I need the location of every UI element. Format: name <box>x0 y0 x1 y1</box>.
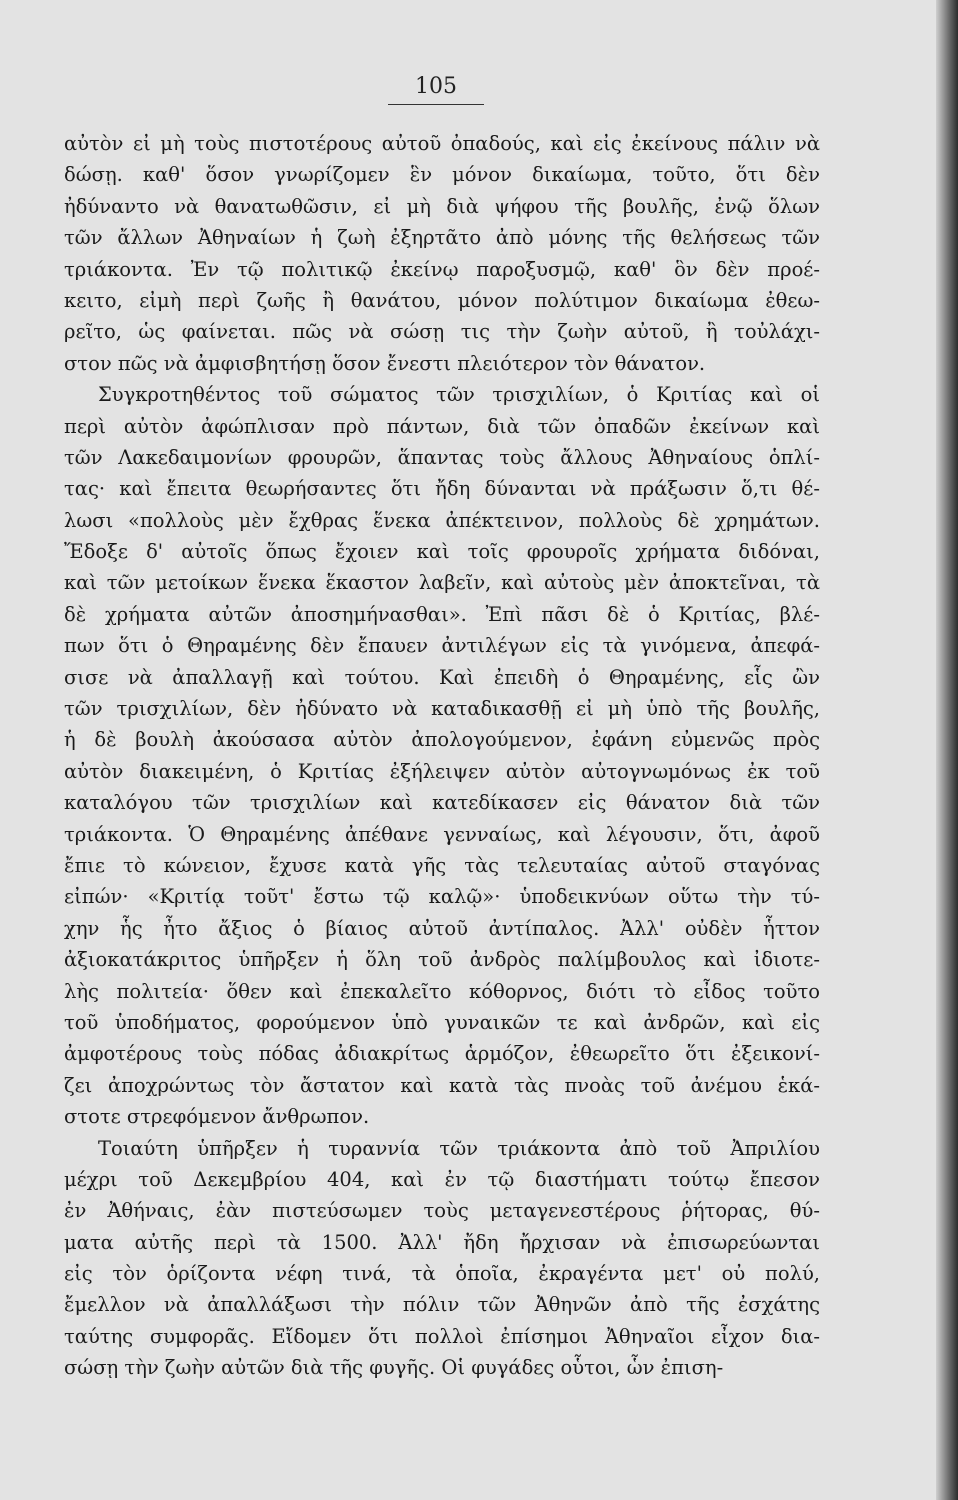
text-line: ρεῖτο, ὡς φαίνεται. πῶς νὰ σώσῃ τις τὴν ζωὴν αὐτοῦ, ἢ τοὐλάχι- <box>64 320 820 344</box>
text-line: ἡ δὲ βουλὴ ἀκούσασα αὐτὸν ἀπολογούμενον, ἐφάνη εὐμενῶς πρὸς <box>64 728 820 752</box>
text-line: αὐτὸν διακειμένη, ὁ Κριτίας ἐξήλειψεν αὐτὸν αὐτογνωμόνως ἐκ τοῦ <box>64 759 820 783</box>
text-line: εἰς τὸν ὁρίζοντα νέφη τινά, τὰ ὁποῖα, ἐκραγέντα μετ' οὐ πολύ, <box>64 1262 820 1286</box>
text-line: τῶν ἄλλων Ἀθηναίων ἡ ζωὴ ἐξηρτᾶτο ἀπὸ μόνης τῆς θελήσεως τῶν <box>64 226 820 250</box>
page-number-rule <box>388 104 484 105</box>
page-edge-shadow <box>936 0 958 1500</box>
text-line: λωσι «πολλοὺς μὲν ἔχθρας ἕνεκα ἀπέκτεινον, πολλοὺς δὲ χρημάτων. <box>64 508 820 532</box>
text-line: πων ὅτι ὁ Θηραμένης δὲν ἔπαυεν ἀντιλέγων εἰς τὰ γινόμενα, ἀπεφά- <box>64 634 820 658</box>
text-line: τας· καὶ ἔπειτα θεωρήσαντες ὅτι ἤδη δύνανται νὰ πράξωσιν ὅ,τι θέ- <box>64 477 820 501</box>
text-line: καὶ τῶν μετοίκων ἕνεκα ἕκαστον λαβεῖν, καὶ αὐτοὺς μὲν ἀποκτεῖναι, τὰ <box>64 571 820 595</box>
text-line: τοῦ ὑποδήματος, φορούμενον ὑπὸ γυναικῶν τε καὶ ἀνδρῶν, καὶ εἰς <box>64 1010 820 1034</box>
text-line: ἠδύναντο νὰ θανατωθῶσιν, εἰ μὴ διὰ ψήφου τῆς βουλῆς, ἐνῷ ὅλων <box>64 194 820 218</box>
text-line: λὴς πολιτεία· ὅθεν καὶ ἐπεκαλεῖτο κόθορνος, διότι τὸ εἶδος τοῦτο <box>64 979 820 1003</box>
text-line: ἐν Ἀθήναις, ἐὰν πιστεύσωμεν τοὺς μεταγενεστέρους ῥήτορας, θύ- <box>64 1199 820 1223</box>
text-line: δὲ χρήματα αὐτῶν ἀποσημήνασθαι». Ἐπὶ πᾶσι δὲ ὁ Κριτίας, βλέ- <box>64 602 820 626</box>
text-line: Τοιαύτη ὑπῆρξεν ἡ τυραννία τῶν τριάκοντα ἀπὸ τοῦ Ἀπριλίου <box>98 1136 820 1160</box>
text-line: ἔπιε τὸ κώνειον, ἔχυσε κατὰ γῆς τὰς τελευταίας αὐτοῦ σταγόνας <box>64 853 820 877</box>
text-line: σώσῃ τὴν ζωὴν αὐτῶν διὰ τῆς φυγῆς. Οἱ φυγάδες οὗτοι, ὧν ἐπιση- <box>64 1356 724 1380</box>
text-line: στοτε στρεφόμενον ἄνθρωπον. <box>64 1105 370 1129</box>
text-line: τριάκοντα. Ὁ Θηραμένης ἀπέθανε γενναίως, καὶ λέγουσιν, ὅτι, ἀφοῦ <box>64 822 820 846</box>
text-line: τριάκοντα. Ἐν τῷ πολιτικῷ ἐκείνῳ παροξυσμῷ, καθ' ὃν δὲν προέ- <box>64 257 820 281</box>
text-line: Ἔδοξε δ' αὐτοῖς ὅπως ἔχοιεν καὶ τοῖς φρουροῖς χρήματα διδόναι, <box>64 540 820 564</box>
text-line: ἀξιοκατάκριτος ὑπῆρξεν ἡ ὅλη τοῦ ἀνδρὸς παλίμβουλος καὶ ἰδιοτε- <box>64 948 820 972</box>
text-line: δώσῃ. καθ' ὅσον γνωρίζομεν ἓν μόνον δικαίωμα, τοῦτο, ὅτι δὲν <box>64 163 820 187</box>
text-line: μέχρι τοῦ Δεκεμβρίου 404, καὶ ἐν τῷ διαστήματι τούτῳ ἔπεσον <box>64 1167 820 1191</box>
text-line: καταλόγου τῶν τρισχιλίων καὶ κατεδίκασεν εἰς θάνατον διὰ τῶν <box>64 791 820 815</box>
text-line: ἔμελλον νὰ ἀπαλλάξωσι τὴν πόλιν τῶν Ἀθηνῶν ἀπὸ τῆς ἐσχάτης <box>64 1293 820 1317</box>
text-line: ματα αὐτῆς περὶ τὰ 1500. Ἀλλ' ἤδη ἤρχισαν νὰ ἐπισωρεύωνται <box>64 1230 820 1254</box>
text-line: τῶν Λακεδαιμονίων φρουρῶν, ἅπαντας τοὺς ἄλλους Ἀθηναίους ὁπλί- <box>64 445 820 469</box>
text-line: Συγκροτηθέντος τοῦ σώματος τῶν τρισχιλίων, ὁ Κριτίας καὶ οἱ <box>98 383 820 407</box>
text-line: χην ἧς ἦτο ἄξιος ὁ βίαιος αὐτοῦ ἀντίπαλος. Ἀλλ' οὐδὲν ἧττον <box>64 916 820 940</box>
text-line: εἰπών· «Κριτίᾳ τοῦτ' ἔστω τῷ καλῷ»· ὑποδεικνύων οὕτω τὴν τύ- <box>64 885 820 909</box>
text-line: αὐτὸν εἰ μὴ τοὺς πιστοτέρους αὐτοῦ ὀπαδούς, καὶ εἰς ἐκείνους πάλιν νὰ <box>64 132 820 155</box>
text-line: περὶ αὐτὸν ἀφώπλισαν πρὸ πάντων, διὰ τῶν ὀπαδῶν ἐκείνων καὶ <box>64 414 820 438</box>
text-line: ζει ἀποχρώντως τὸν ἄστατον καὶ κατὰ τὰς πνοὰς τοῦ ἀνέμου ἑκά- <box>64 1073 820 1097</box>
text-line: κειτο, εἰμὴ περὶ ζωῆς ἢ θανάτου, μόνον πολύτιμον δικαίωμα ἐθεω- <box>64 288 820 312</box>
body-text <box>64 128 820 1384</box>
text-line: ἀμφοτέρους τοὺς πόδας ἀδιακρίτως ἁρμόζον, ἐθεωρεῖτο ὅτι ἐξεικονί- <box>64 1042 820 1066</box>
text-line: σισε νὰ ἀπαλλαγῇ καὶ τούτου. Καὶ ἐπειδὴ ὁ Θηραμένης, εἷς ὢν <box>64 665 820 689</box>
page-number: 105 <box>415 74 457 99</box>
text-line: στον πῶς νὰ ἀμφισβητήσῃ ὅσον ἔνεστι πλειότερον τὸν θάνατον. <box>64 351 706 375</box>
text-line: τῶν τρισχιλίων, δὲν ἠδύνατο νὰ καταδικασθῇ εἰ μὴ ὑπὸ τῆς βουλῆς, <box>64 697 820 721</box>
text-line: ταύτης συμφορᾶς. Εἴδομεν ὅτι πολλοὶ ἐπίσημοι Ἀθηναῖοι εἶχον δια- <box>64 1324 820 1348</box>
